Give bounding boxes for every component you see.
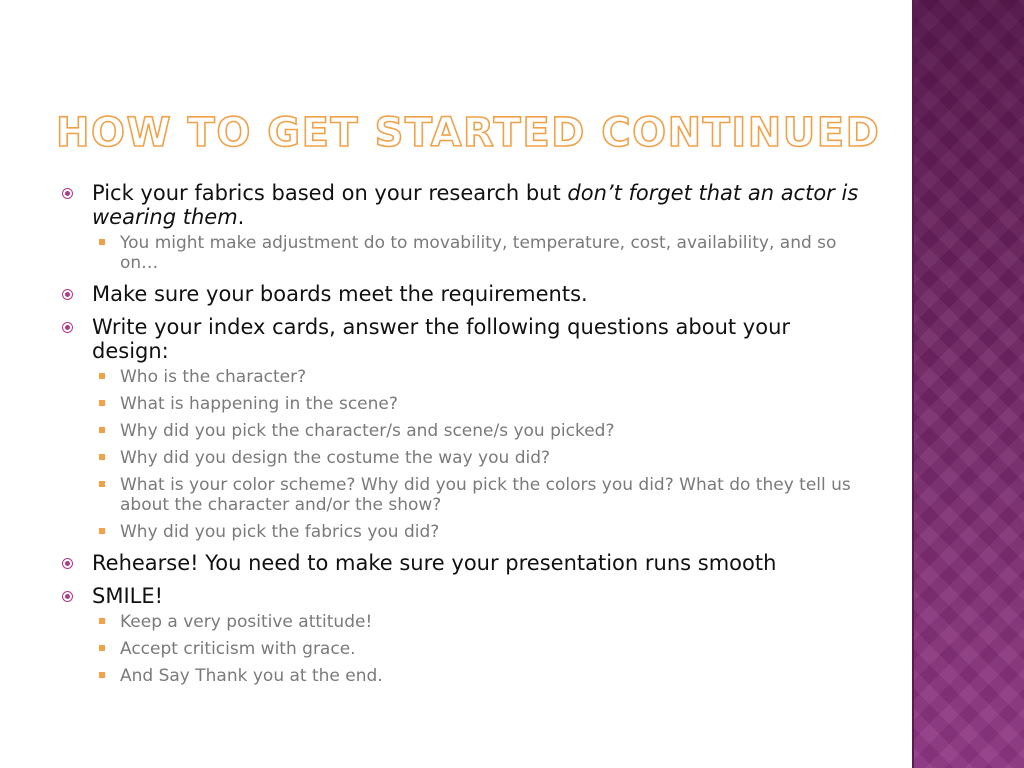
circled-dot-bullet-icon (62, 591, 73, 602)
sub-bullet-list (92, 367, 862, 542)
bullet-list (62, 181, 862, 695)
sub-bullet-item (92, 639, 862, 659)
circled-dot-bullet-icon (62, 188, 73, 199)
bullet-item (62, 551, 862, 575)
circled-dot-bullet-icon (62, 322, 73, 333)
sub-bullet-text: What is happening in the scene? (120, 394, 398, 414)
sub-bullet-text: Accept criticism with grace. (120, 639, 356, 659)
bullet-text: Pick your fabrics based on your research but (92, 181, 568, 205)
sub-bullet-item (92, 612, 862, 632)
sub-bullet-item (92, 522, 862, 542)
square-bullet-icon (99, 645, 105, 651)
sub-bullet-text: What is your color scheme? Why did you pick the colors you did? What do they tell us about the character and/or the show? (120, 475, 851, 515)
bullet-item (62, 315, 862, 542)
slide-title: HOW TO GET STARTED CONTINUED (56, 110, 881, 156)
square-bullet-icon (99, 400, 105, 406)
bullet-item (62, 282, 862, 306)
sub-bullet-list (92, 612, 862, 686)
square-bullet-icon (99, 481, 105, 487)
decorative-sidebar (912, 0, 1024, 768)
sub-bullet-item (92, 421, 862, 441)
square-bullet-icon (99, 427, 105, 433)
sub-bullet-text: Why did you pick the fabrics you did? (120, 522, 440, 542)
bullet-text: Write your index cards, answer the following questions about your design: (92, 315, 791, 363)
sub-bullet-text: And Say Thank you at the end. (120, 666, 383, 686)
sub-bullet-item (92, 475, 862, 515)
circled-dot-bullet-icon (62, 558, 73, 569)
square-bullet-icon (99, 373, 105, 379)
sub-bullet-item (92, 394, 862, 414)
sub-bullet-text: Who is the character? (120, 367, 307, 387)
sub-bullet-item (92, 367, 862, 387)
sub-bullet-text: You might make adjustment do to movability, temperature, cost, availability, and so on… (120, 233, 837, 273)
bullet-text: Rehearse! You need to make sure your presentation runs smooth (92, 551, 777, 575)
bullet-text: Make sure your boards meet the requirements. (92, 282, 588, 306)
circled-dot-bullet-icon (62, 289, 73, 300)
bullet-item (62, 584, 862, 686)
sub-bullet-text: Why did you pick the character/s and scene/s you picked? (120, 421, 615, 441)
bullet-item (62, 181, 862, 273)
sub-bullet-item (92, 666, 862, 686)
sub-bullet-list (92, 233, 862, 273)
square-bullet-icon (99, 239, 105, 245)
square-bullet-icon (99, 618, 105, 624)
sub-bullet-text: Why did you design the costume the way you did? (120, 448, 551, 468)
square-bullet-icon (99, 528, 105, 534)
bullet-text-end: . (237, 205, 245, 229)
square-bullet-icon (99, 454, 105, 460)
sub-bullet-item (92, 233, 862, 273)
square-bullet-icon (99, 672, 105, 678)
sub-bullet-item (92, 448, 862, 468)
sub-bullet-text: Keep a very positive attitude! (120, 612, 373, 632)
bullet-text: SMILE! (92, 584, 164, 608)
bullet-italic-text: don’t forget that an actor is wearing them (92, 181, 859, 229)
